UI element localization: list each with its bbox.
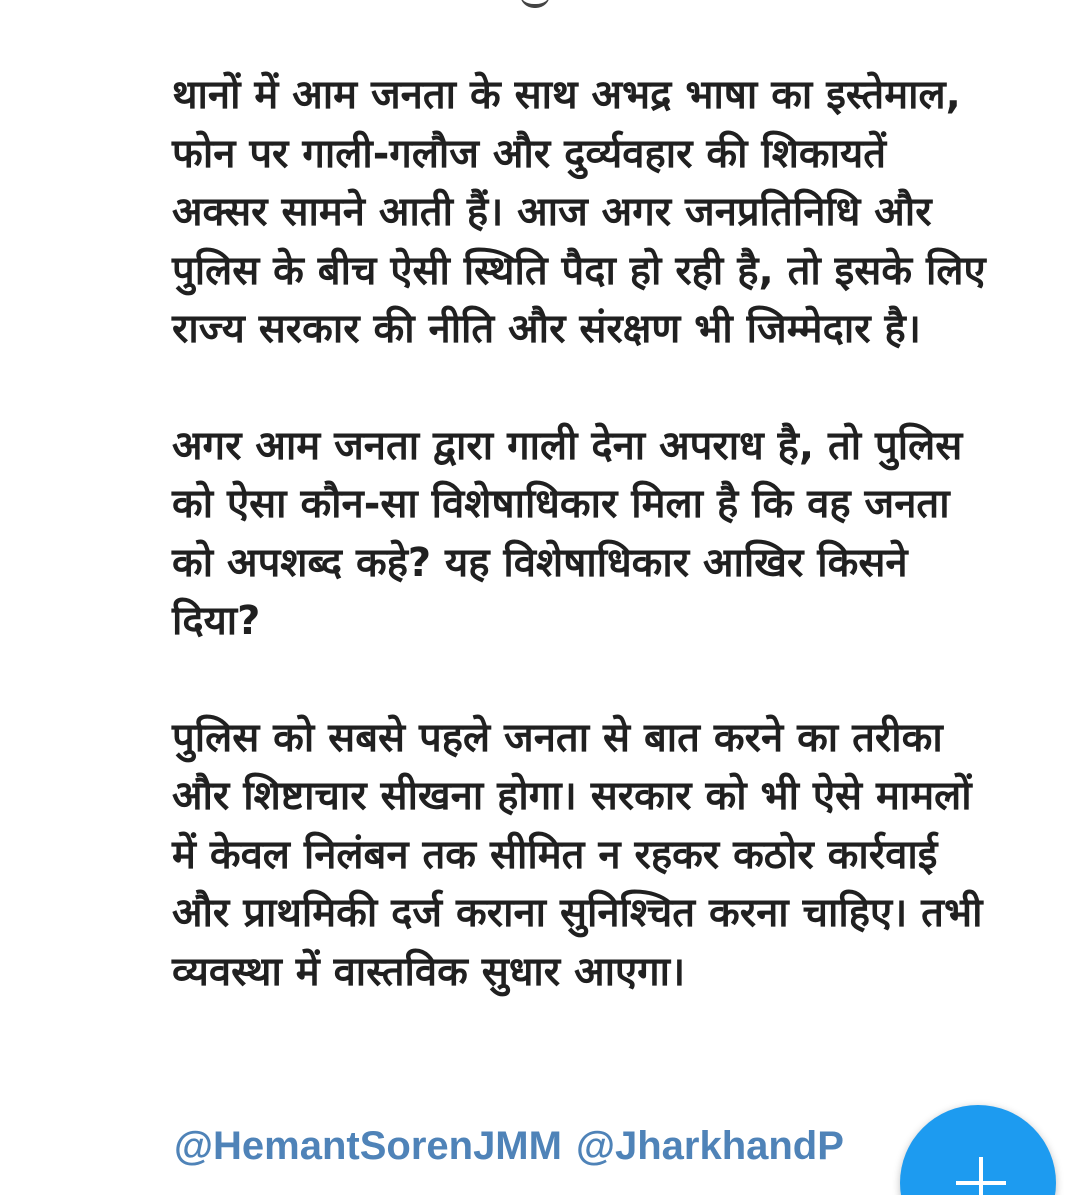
tweet-paragraph-3: पुलिस को सबसे पहले जनता से बात करने का तरीका और शिष्टाचार सीखना होगा। सरकार को भी ऐसे मामलों में केवल निलंबन तक सीमित न रहकर कठोर कार्रवाई और प्राथमिकी दर्ज कराना सुनिश्चित करना चाहिए। तभी व्यवस्था में वास्तविक सुधार आएगा।: [172, 714, 983, 995]
mention-link-jharkhandp[interactable]: @JharkhandP: [575, 1124, 844, 1168]
compose-button[interactable]: [900, 1105, 1056, 1195]
mentions-row: [174, 1124, 844, 1169]
mention-link-hemantsoren[interactable]: @HemantSorenJMM: [174, 1124, 562, 1168]
tweet-text: [172, 66, 1052, 1001]
tweet-paragraph-2: अगर आम जनता द्वारा गाली देना अपराध है, तो पुलिस को ऐसा कौन-सा विशेषाधिकार मिला है कि वह जनता को अपशब्द कहे? यह विशेषाधिकार आखिर किसने दिया?: [172, 422, 963, 644]
truncated-text-fragment: [520, 0, 550, 8]
plus-icon: [970, 1157, 992, 1179]
tweet-paragraph-1: थानों में आम जनता के साथ अभद्र भाषा का इस्तेमाल, फोन पर गाली-गलौज और दुर्व्यवहार की शिकायतें अक्सर सामने आती हैं। आज अगर जनप्रतिनिधि और पुलिस के बीच ऐसी स्थिति पैदा हो रही है, तो इसके लिए राज्य सरकार की नीति और संरक्षण भी जिम्मेदार है।: [172, 72, 986, 352]
